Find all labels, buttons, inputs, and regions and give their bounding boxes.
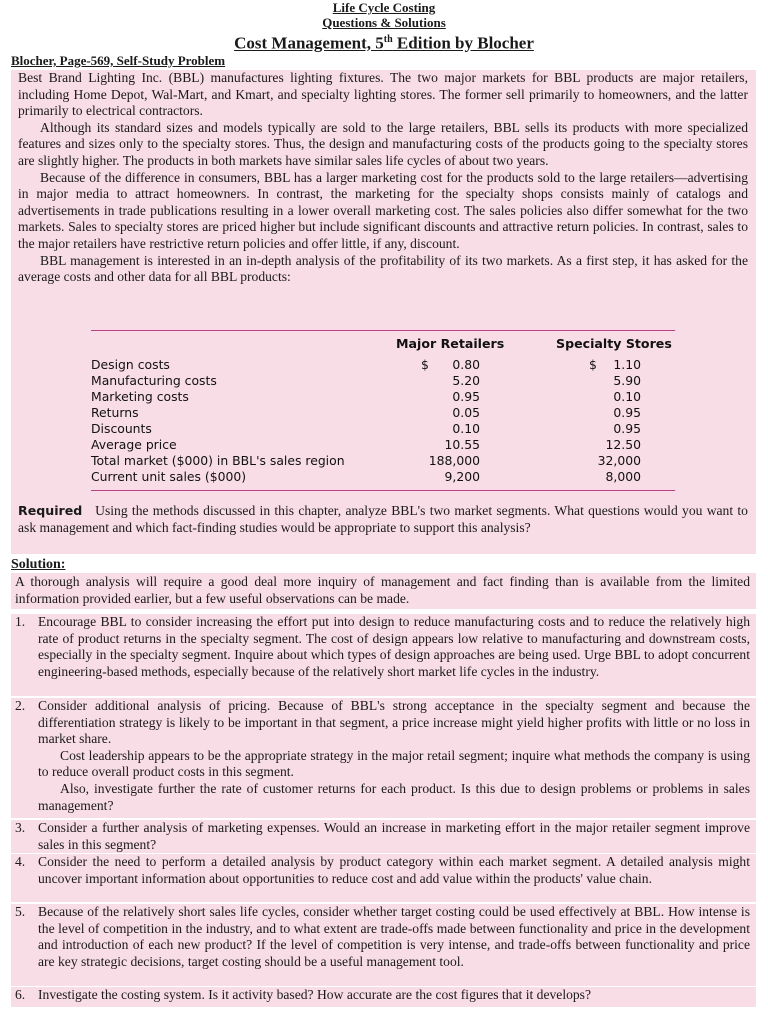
row-label: Design costs <box>91 357 170 372</box>
column-header-specialty: Specialty Stores <box>556 336 672 351</box>
required-paragraph <box>18 503 748 536</box>
major-value: 188,000 <box>428 453 480 468</box>
row-label: Returns <box>91 405 139 420</box>
solution-item <box>11 904 756 986</box>
major-value: 0.95 <box>452 389 480 404</box>
item-number: 3. <box>15 820 26 835</box>
major-value: 10.55 <box>444 437 480 452</box>
problem-paragraph: BBL management is interested in an in-depth analysis of the profitability of its two markets. As a first step, it has asked for the average costs and other data for all BBL products: <box>18 252 748 285</box>
source-reference: Blocher, Page-569, Self-Study Problem <box>11 53 226 68</box>
item-paragraph: Consider the need to perform a detailed analysis by product category within each market segment. A detailed analysis might uncover important information about opportunities to reduce cost and add value within the products' value chain. <box>38 854 750 886</box>
table-bottom-rule <box>91 490 675 491</box>
table-row <box>91 373 675 389</box>
problem-paragraph: Best Brand Lighting Inc. (BBL) manufactures lighting fixtures. The two major markets for BBL products are major retailers, including Home Depot, Wal-Mart, and Kmart, and specialty lighting stores. The former sell primarily to homeowners, and the latter primarily to electrical contractors. <box>18 70 748 119</box>
solution-intro-block <box>11 573 756 609</box>
table-row <box>91 453 675 469</box>
row-label: Average price <box>91 437 177 452</box>
table-row <box>91 357 675 373</box>
major-value: 0.80 <box>452 357 480 372</box>
header-title: Cost Management, 5th Edition by Blocher <box>234 33 534 53</box>
item-paragraph: Investigate the costing system. Is it activity based? How accurate are the cost figures that it develops? <box>38 987 592 1002</box>
solution-item <box>11 614 756 696</box>
item-paragraph: Encourage BBL to consider increasing the effort put into design to reduce manufacturing costs and to reduce the relatively high rate of product returns in the specialty segment. The cost of design appears low relative to manufacturing and downstream costs, especially in the specialty segment. Inquire about which types of design approaches are being used. Urge BBL to adopt concurrent engineering-based methods, especially because of the relatively short market life cycles in the industry. <box>38 614 750 679</box>
item-number: 4. <box>15 854 26 869</box>
solution-intro: A thorough analysis will require a good deal more inquiry of management and fact finding than is available from the limited information provided earlier, but a few useful observations can be made. <box>15 574 750 606</box>
dollar-sign: $ <box>589 357 597 372</box>
item-text <box>38 614 750 680</box>
header-line-1: Life Cycle Costing <box>332 0 436 15</box>
specialty-value: 32,000 <box>597 453 641 468</box>
problem-block <box>11 70 756 554</box>
row-label: Current unit sales ($000) <box>91 469 247 484</box>
item-paragraph: Also, investigate further the rate of customer returns for each product. Is this due to design problems or problems in sales management? <box>38 780 750 813</box>
column-header-major: Major Retailers <box>396 336 505 351</box>
dollar-sign: $ <box>421 357 429 372</box>
specialty-value: 1.10 <box>613 357 641 372</box>
item-paragraph: Cost leadership appears to be the appropriate strategy in the major retail segment; inquire what methods the company is using to reduce overall product costs in this segment. <box>38 747 750 780</box>
major-value: 0.10 <box>452 421 480 436</box>
row-label: Marketing costs <box>91 389 189 404</box>
solution-item <box>11 698 756 818</box>
specialty-value: 0.95 <box>613 421 641 436</box>
specialty-value: 0.10 <box>613 389 641 404</box>
table-row <box>91 389 675 405</box>
document-header <box>0 0 768 54</box>
row-label: Discounts <box>91 421 152 436</box>
item-number: 5. <box>15 904 26 919</box>
table-row <box>91 421 675 437</box>
table-row <box>91 405 675 421</box>
row-label: Total market ($000) in BBL's sales region <box>91 453 345 468</box>
item-number: 6. <box>15 987 26 1002</box>
solution-heading: Solution: <box>11 557 66 572</box>
major-value: 5.20 <box>452 373 480 388</box>
solution-item <box>11 854 756 902</box>
required-label: Required <box>18 503 83 518</box>
item-text <box>38 987 750 1004</box>
table-row <box>91 469 675 485</box>
item-number: 1. <box>15 614 26 629</box>
row-label: Manufacturing costs <box>91 373 217 388</box>
header-line-2: Questions & Solutions <box>322 15 446 30</box>
specialty-value: 12.50 <box>605 437 641 452</box>
item-text <box>38 820 750 853</box>
problem-paragraph: Although its standard sizes and models typically are sold to the large retailers, BBL sells its products with more specialized features and sizes only to the specialty stores. Thus, the design and manufacturing costs of the products going to the specialty stores are slightly higher. The products in both markets have similar sales life cycles of about two years. <box>18 119 748 168</box>
specialty-value: 8,000 <box>605 469 641 484</box>
solution-item <box>11 987 756 1007</box>
item-paragraph: Consider a further analysis of marketing expenses. Would an increase in marketing effort in the major retailer segment improve sales in this segment? <box>38 820 750 852</box>
item-text <box>38 904 750 970</box>
item-text <box>38 698 750 814</box>
item-text <box>38 854 750 887</box>
item-paragraph: Because of the relatively short sales life cycles, consider whether target costing could be used effectively at BBL. How intense is the level of competition in the industry, and to what extent are trade-offs made between functionality and price in the development and introduction of each new product? If the level of competition is very intense, and trade-offs between functionality and price are key strategic decisions, target costing should be a useful management tool. <box>38 904 750 969</box>
item-number: 2. <box>15 698 26 713</box>
specialty-value: 0.95 <box>613 405 641 420</box>
item-paragraph: Consider additional analysis of pricing. Because of BBL's strong acceptance in the specialty segment and because the differentiation strategy is likely to be important in that segment, a price increase might yield higher profits with little or no loss in market share. <box>38 698 750 747</box>
problem-paragraph: Because of the difference in consumers, BBL has a larger marketing cost for the products sold to the large retailers—advertising in major media to attract homeowners. In contrast, the marketing for the specialty shops consists mainly of catalogs and advertisements in trade publications resulting in a lower overall marketing cost. The sales policies also differ somewhat for the two markets. Sales to specialty stores are priced higher but include significant discounts and attractive return policies. In contrast, sales to the major retailers have restrictive return policies and offer little, if any, discount. <box>18 169 748 251</box>
solution-item <box>11 820 756 853</box>
table-top-rule <box>91 330 675 331</box>
specialty-value: 5.90 <box>613 373 641 388</box>
required-text: Using the methods discussed in this chapter, analyze BBL's two market segments. What questions would you want to ask management and which fact-finding studies would be appropriate to support this analysis? <box>18 503 748 535</box>
major-value: 9,200 <box>444 469 480 484</box>
major-value: 0.05 <box>452 405 480 420</box>
problem-text <box>18 70 748 286</box>
table-row <box>91 437 675 453</box>
